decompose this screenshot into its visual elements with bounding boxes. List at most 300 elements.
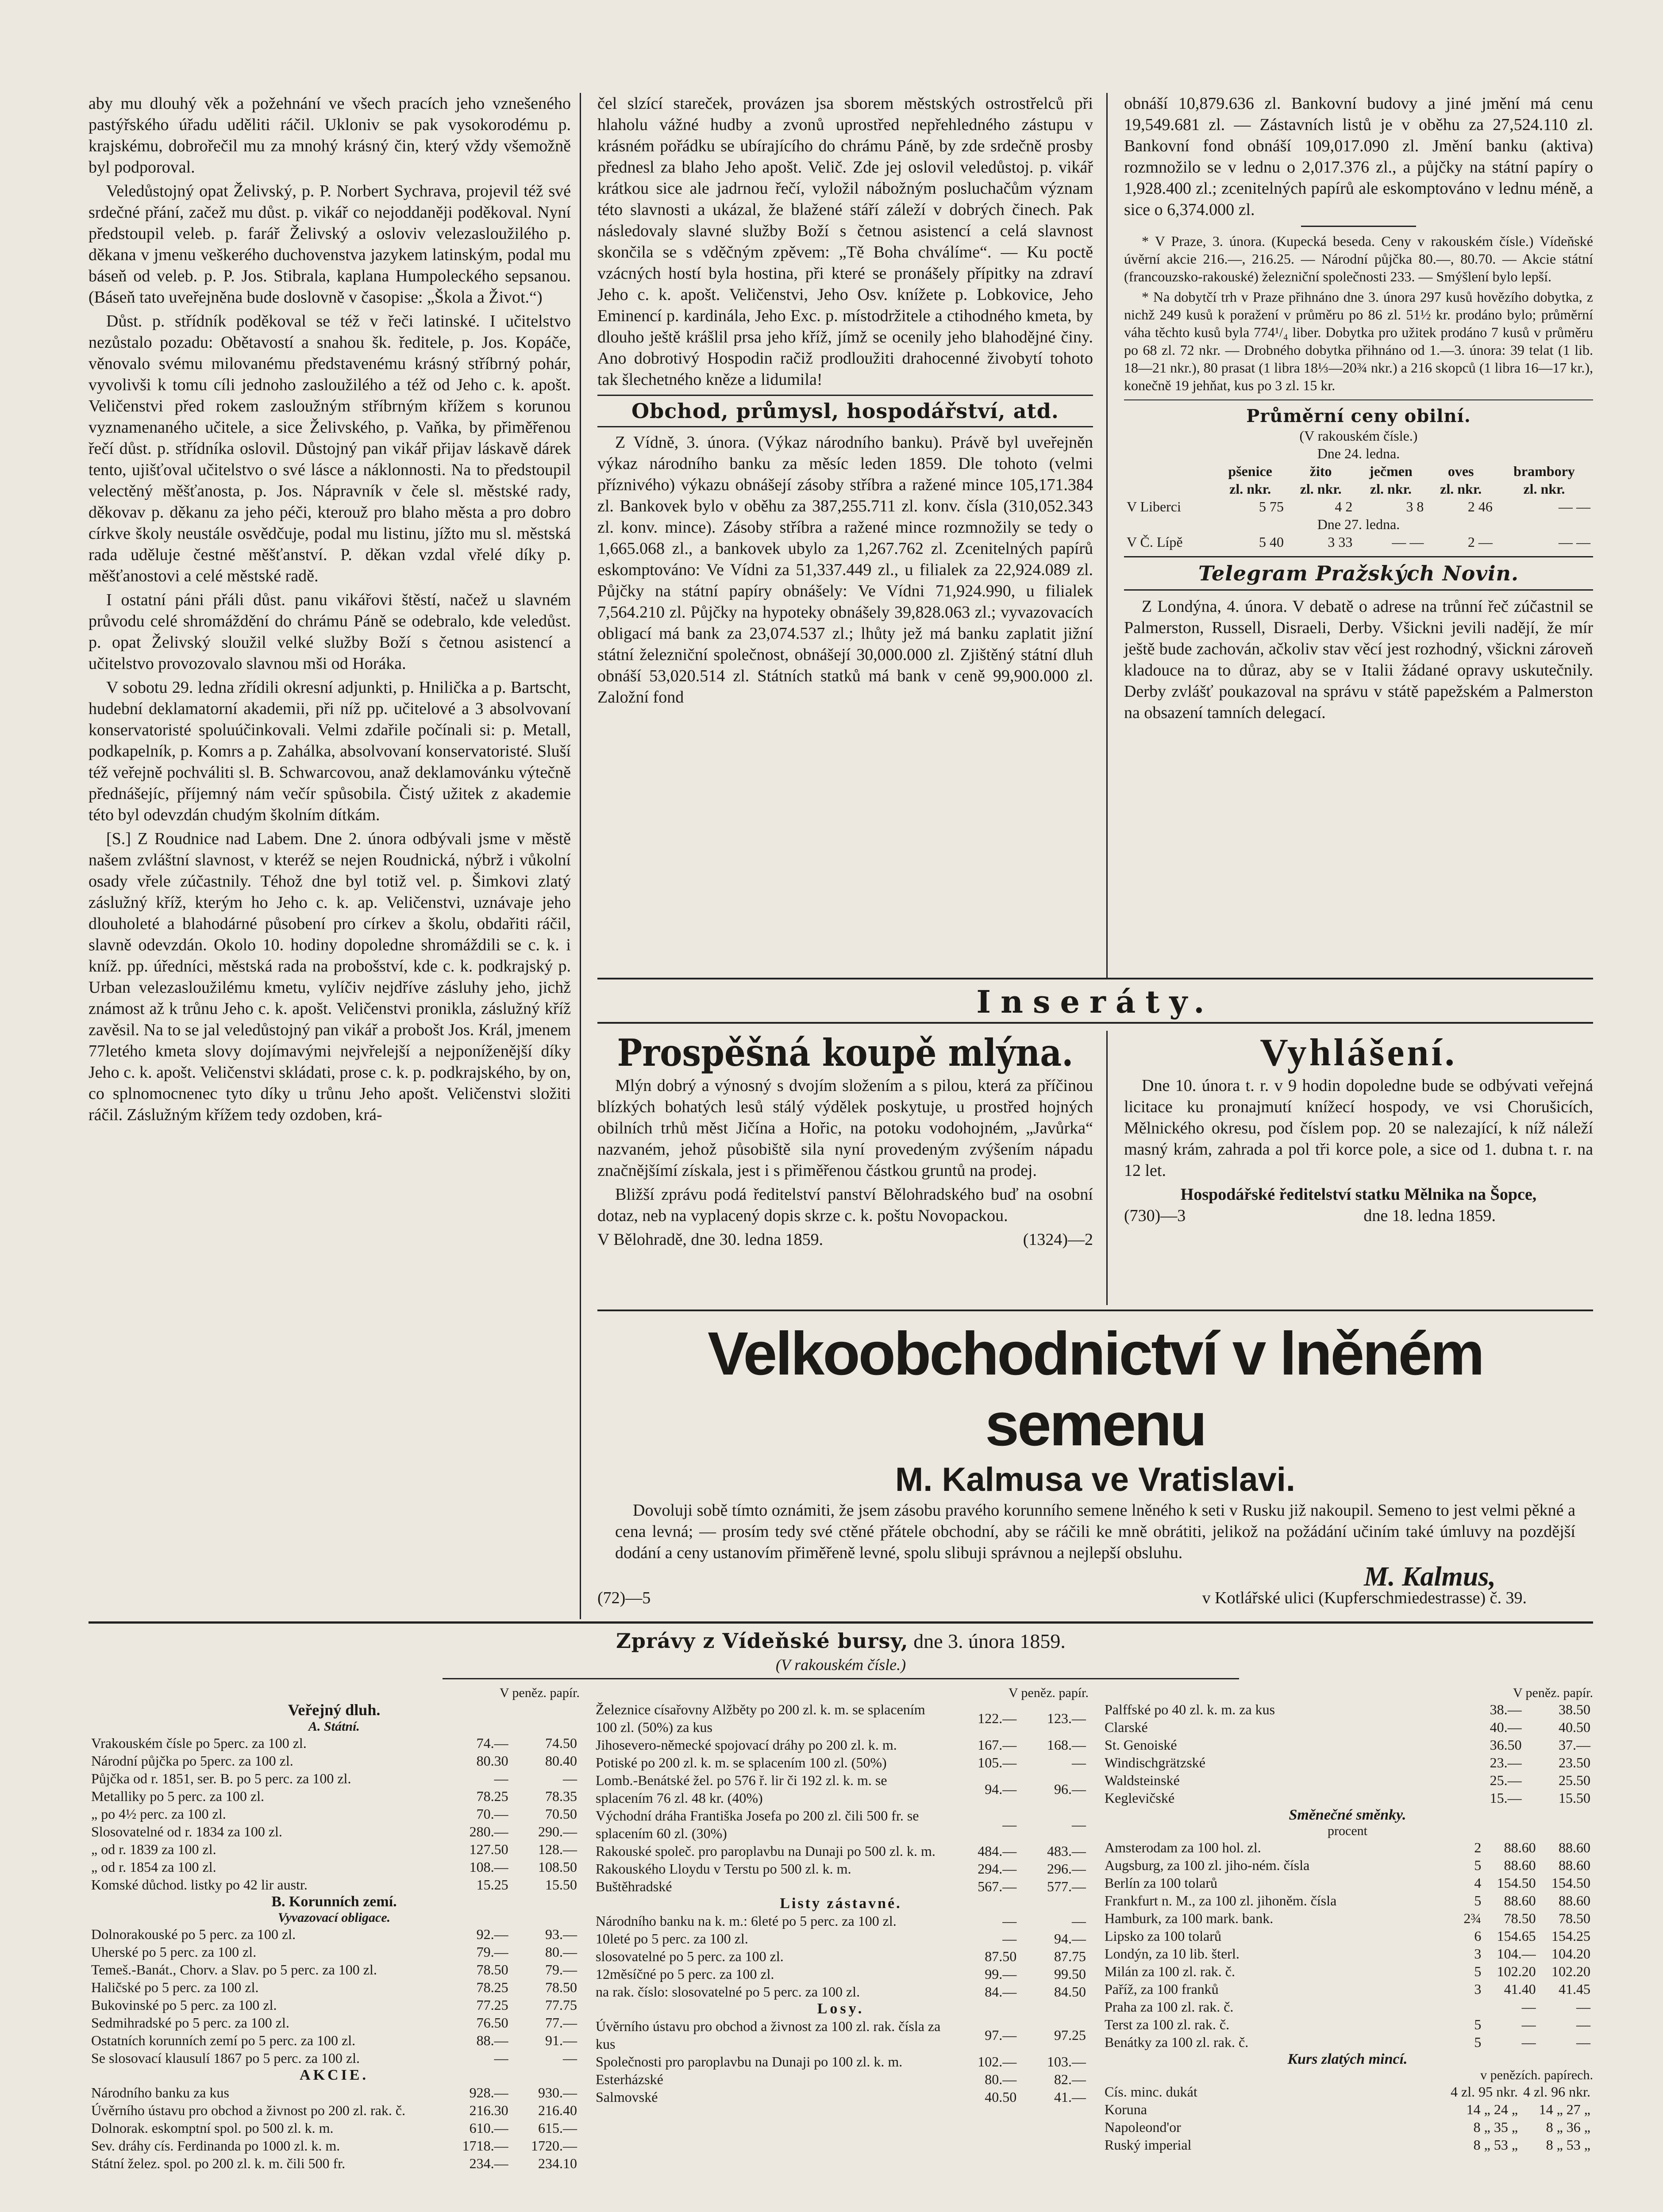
security-name: Clarské (1105, 1719, 1148, 1735)
ad-flax-seed (597, 1318, 1593, 1609)
price-value (1455, 1998, 1484, 2016)
security-name: Společnosti pro paroplavbu na Dunaji po 100 zl. k. m. (596, 2054, 903, 2070)
price-value: 108.50 (538, 1859, 577, 1875)
grain-value: 3 33 (1328, 534, 1353, 550)
table-row (1102, 1874, 1593, 1892)
price-value: 37.— (1559, 1737, 1590, 1753)
paragraph: Důst. p. střídník poděkoval se též v řeči latinské. I učitelstvo nezůstalo pozadu: Obětavostí a snahou šk. ředitele, p. Jos. Kopáče, věnovalo svému milovanému představenému krásný stříbrný pohár, vyvolivši k tomu cíli jednoho zasloužilého a též od Jeho c. k. apošt. Veličenstvi před rokem zasloužným stříbrným křížem s korunou vyznamenaného učitele, a sice Želivského, p. Vaňka, by přiměřenou řečí důst. p. střídníka oslovil. Důstojný pan vikář přijav láskavě dárek tento, ujišťoval učitelstvo o své lásce a náklonnosti. Na to předstoupil velectěný měšťanosta, p. Jos. Nápravník v čele sl. městské rady, děkovav p. děkanu za jeho péči, kterouž pro blaho města a pro dobro církve školy neustále osvědčuje, podal mu listinu, jížto mu sl. městská rada uděluje čestné měšťanství. P. děkan vzdal vřelé díky p. měšťanostovi a celé městské radě. (89, 312, 571, 585)
security-name: Esterházské (596, 2071, 663, 2087)
grain-value: — — (1559, 499, 1590, 515)
price-value: 88.60 (1504, 1893, 1536, 1909)
price-value: 41.45 (1559, 1981, 1590, 1997)
table-row (1102, 2083, 1593, 2101)
security-name: Cís. minc. dukát (1105, 2084, 1197, 2100)
price-value: 610.— (469, 2120, 508, 2136)
table-row (1102, 1718, 1593, 1736)
price-value: 102.20 (1551, 1963, 1590, 1979)
security-name: Uherské po 5 perc. za 100 zl. (91, 1944, 257, 1960)
security-name: Keglevičské (1105, 1790, 1175, 1806)
price-value: 87.50 (985, 1948, 1017, 1964)
price-value: — (563, 2050, 577, 2066)
grain-place: V Č. Lípě (1127, 534, 1183, 550)
price-value: — (1521, 2034, 1536, 2050)
table-row (593, 1930, 1089, 1947)
grain-prices-title: Průměrní ceny obilní. (1246, 406, 1471, 426)
ad-mill-sale (597, 1031, 1093, 1250)
inserat-header: Inseráty. (976, 983, 1214, 1020)
table-row (1102, 2101, 1593, 2118)
column-divider (580, 93, 581, 1619)
price-value: 294.— (978, 1861, 1017, 1877)
price-value: 38.— (1490, 1701, 1522, 1717)
table-row (89, 1840, 580, 1858)
price-value: 5 (1474, 2016, 1482, 2032)
ad-text: Dne 10. února t. r. v 9 hodin dopoledne bude se odbývati veřejná licitace ku pronajmutí knížecí hospody, ve vsi Chorušicích, Mělnického okresu, pod číslem pop. 20 se nalezající, k níž náleží masný krám, zahrada a pol tři korce pole, a sice od 1. dubna t. r. na 12 let. (1124, 1076, 1593, 1180)
price-value: 88.60 (1559, 1839, 1590, 1855)
price-value: 41.40 (1504, 1981, 1536, 1997)
price-value: 567.— (978, 1878, 1017, 1894)
security-name: Waldsteinské (1105, 1772, 1180, 1788)
price-value: 78.50 (545, 1979, 577, 1995)
price-value: 78.25 (476, 1788, 508, 1804)
price-value: 88.— (476, 2032, 508, 2048)
table-row (89, 2101, 580, 2119)
price-value: 280.— (469, 1824, 508, 1839)
security-name: „ od r. 1854 za 100 zl. (91, 1859, 216, 1875)
price-value: 82.— (1054, 2071, 1086, 2087)
price-value: — (1072, 1755, 1086, 1770)
security-name: Berlín za 100 tolarů (1105, 1875, 1218, 1891)
security-name: Železnice císařovny Alžběty po 200 zl. k. m. se splacením 100 zl. (50%) za kus (596, 1701, 925, 1735)
paragraph: I ostatní páni přáli důst. panu vikářovi štěstí, načež u slavném průvodu celé shromáždění do chrámu Páně se odebralo, kde veledůst. p. opat Želivský sloužil velké služby Boží s četnou asistencí a učitelstvo provozovalo slavnou mši od Horáka. (89, 591, 571, 673)
table-row (593, 1947, 1089, 1965)
price-value: 15.25 (476, 1877, 508, 1893)
price-value: 5 (1474, 1857, 1482, 1873)
price-value: 78.50 (476, 1962, 508, 1978)
grain-value: 5 40 (1259, 534, 1284, 550)
price-value: — (1576, 2016, 1590, 2032)
price-value: 290.— (538, 1824, 577, 1839)
price-value: — (1002, 1913, 1017, 1929)
security-name: Rakouského Lloydu v Terstu po 500 zl. k. m. (596, 1861, 851, 1877)
table-row (89, 1805, 580, 1823)
security-name: Lomb.-Benátské žel. po 576 ř. lir či 192 zl. k. m. se splacením 76 zl. 48 kr. (40%) (596, 1772, 887, 1806)
price-value: 3 (1474, 1946, 1482, 1962)
table-row (1102, 1701, 1593, 1718)
table-row (593, 2070, 1089, 2088)
security-name: Benátky za 100 zl. rak. č. (1105, 2034, 1249, 2050)
market-report: * V Praze, 3. února. (Kupecká beseda. Ceny v rakouském čísle.) Vídeňské úvěrní akcie 216.—, 216.25. — Národní půjčka 80.—, 80.70. — Akcie státní (francouzsko-rakouské) železniční společnosti 233. — Smýšlení bylo lepší. (1124, 233, 1593, 284)
ad-text: Bližší zprávu podá ředitelství panství Bělohradského buď na osobní dotaz, neb na vyplacený dopis skrze c. k. poštu Novopackou. (597, 1185, 1093, 1225)
price-value: 5 (1474, 1893, 1482, 1909)
price-value: 79.— (476, 1944, 508, 1960)
security-name: Půjčka od r. 1851, ser. B. po 5 perc. za 100 zl. (91, 1770, 351, 1786)
price-value: 104.20 (1551, 1946, 1590, 1962)
table-row (89, 2154, 580, 2172)
section-rule (597, 395, 1093, 396)
price-value: 8 „ 53 „ (1473, 2137, 1518, 2153)
price-value: 14 „ 27 „ (1539, 2101, 1590, 2117)
paragraph: čel slzící stareček, provázen jsa sborem městských ostrostřelců při hlaholu vážné hudby a zvonů uprostřed nepřehledného zástupu v krásném pořádku se ubírajícího do chrámu Páně, by zde srdečně prosby přednesl za blaho Jeho apošt. Velič. Zde jej oslovil veledůstoj. p. vikář krátkou sice ale jadrnou řečí, vyložil nábožným posluchačům význam této slavnosti a ukázal, že blažené stáří záleží v dobrých činech. Pak následovaly slavné služby Boží s četnou asistencí a celá slavnost skončila se s vděčným zpěvem: „Tě Boha chválíme“. — Ku poctě vzácných hostí byla hostina, při které se pronášely přípitky na zdraví Jeho c. k. apošt. Veličenstvi, Jeho Osv. knížete p. Lobkovice, Jeho Eminencí p. kardinála, Jeho Exc. p. místodržitele a ctihodného kmeta, by dlouho ještě krášlil prsa jeho kříž, jímž se ocenily jeho blahodějné činy. Ano dobrotivý Hospodin račiž prodloužiti drahocenné živobytí tohoto tak šlechetného kněze a lidumila! (597, 94, 1093, 389)
paragraph: obnáší 10,879.636 zl. Bankovní budovy a jiné jmění má cenu 19,549.681 zl. — Zástavních listů je v oběhu za 27,524.110 zl. Bankovní fond obnáší 109,017.090 zl. Jmění banku (aktiva) rozmnožilo se v lednu o 2,017.376 zl., a půjčky na státní papíry o 1,928.400 zl.; zcenitelných papírů ale eskomptováno v lednu méně, a sice o 6,374.000 zl. (1124, 94, 1593, 219)
table-row (89, 1943, 580, 1961)
price-value: 41.— (1054, 2089, 1086, 2105)
security-name: Bukovinské po 5 perc. za 100 zl. (91, 1997, 277, 2013)
price-value: 216.40 (538, 2102, 577, 2118)
table-row (593, 2088, 1089, 2106)
security-name: Se slosovací klausulí 1867 po 5 perc. za 100 zl. (91, 2050, 360, 2066)
security-name: Dolnorakouské po 5 perc. za 100 zl. (91, 1926, 296, 1942)
price-value: 84.— (985, 1984, 1017, 2000)
price-value: 483.— (1047, 1843, 1086, 1859)
price-value: 40.50 (1559, 1719, 1590, 1735)
table-row (1102, 1856, 1593, 1874)
price-value: 122.— (978, 1710, 1017, 1726)
price-value: 8 „ 36 „ (1546, 2119, 1590, 2135)
price-value: 94.— (985, 1781, 1017, 1797)
section-rule (1301, 226, 1416, 227)
price-value: 154.65 (1497, 1928, 1536, 1944)
price-value: 40.— (1490, 1719, 1522, 1735)
price-value: 14 „ 24 „ (1466, 2101, 1518, 2117)
price-value: 92.— (476, 1926, 508, 1942)
column-divider (1106, 93, 1108, 978)
table-row (89, 1876, 580, 1893)
section-rule (443, 1678, 1239, 1679)
price-value: 123.— (1047, 1710, 1086, 1726)
table-row (593, 1736, 1089, 1754)
price-value: 77.25 (476, 1997, 508, 2013)
column-divider (1106, 1031, 1108, 1305)
price-value: 296.— (1047, 1861, 1086, 1877)
security-name: Buštěhradské (596, 1878, 672, 1894)
bourse-left (89, 1686, 580, 2172)
price-value: — (494, 1770, 508, 1786)
grain-place: V Liberci (1127, 499, 1181, 515)
grain-prices-subtitle: (V rakouském čísle.) (1299, 428, 1418, 444)
ad-title: Prospěšná koupě mlýna. (617, 1031, 1074, 1075)
price-value: 154.25 (1551, 1928, 1590, 1944)
price-value: 77.— (545, 2015, 577, 2031)
bourse-block-sub: Vyvazovací obligace. (277, 1910, 391, 1925)
price-value: 97.25 (1054, 2027, 1086, 2043)
bourse-block-title: Veřejný dluh. (288, 1701, 381, 1719)
bourse-block-title: Listy zástavné. (780, 1895, 902, 1912)
price-value: 88.60 (1504, 1857, 1536, 1873)
table-row (1102, 1998, 1593, 2016)
section-rule (1124, 556, 1593, 557)
bourse-col-header: V peněz. papír. (1513, 1686, 1593, 1700)
price-value: 2¾ (1463, 1910, 1482, 1926)
price-value: — (1072, 1816, 1086, 1832)
grain-date: Dne 27. ledna. (1317, 516, 1400, 532)
table-row (593, 1860, 1089, 1878)
table-row (89, 2119, 580, 2137)
security-name: Rakouské společ. pro paroplavbu na Dunaji po 500 zl. k. m. (596, 1843, 935, 1859)
price-value: 25.50 (1559, 1772, 1590, 1788)
price-value: 70.— (476, 1806, 508, 1822)
bourse-block-sub: A. Státní. (308, 1719, 360, 1734)
table-row (593, 1983, 1089, 2001)
price-value: 25.— (1490, 1772, 1522, 1788)
article-column-2 (597, 93, 1093, 710)
price-value: — (1576, 1999, 1590, 2015)
security-name: Komské důchod. listky po 42 lir austr. (91, 1877, 308, 1893)
bourse-block-title: Kurs zlatých mincí. (1287, 2051, 1408, 2067)
security-name: Potiské po 200 zl. k. m. se splacením 100 zl. (50%) (596, 1755, 887, 1770)
table-row (89, 1996, 580, 2014)
price-value: 154.50 (1497, 1875, 1536, 1891)
table-row (89, 1978, 580, 1996)
price-value: 128.— (538, 1841, 577, 1857)
price-value: 80.— (545, 1944, 577, 1960)
security-name: 12měsíčné po 5 perc. za 100 zl. (596, 1966, 774, 1982)
security-name: Úvěrního ústavu pro obchod a živnost po 200 zl. rak. č. (91, 2102, 406, 2118)
table-row (89, 1961, 580, 1978)
bourse-table (1102, 2083, 1593, 2154)
price-value: 127.50 (469, 1841, 508, 1857)
ad-border (597, 1310, 1593, 1311)
price-value: 1718.— (462, 2138, 508, 2154)
grain-value: 2 — (1467, 534, 1493, 550)
section-rule (1124, 589, 1593, 591)
grain-col: oves (1447, 463, 1474, 479)
security-name: Východní dráha Františka Josefa po 200 zl. čili 500 fr. se splacením 60 zl. (30%) (596, 1808, 919, 1841)
inserat-rule (597, 1022, 1593, 1024)
security-name: Salmovské (596, 2089, 658, 2105)
price-value: 94.— (1054, 1931, 1086, 1947)
ad-title: Velkoobchodnictví v lněném semenu (708, 1320, 1483, 1459)
security-name: Napoleond'or (1105, 2119, 1181, 2135)
price-value: 8 „ 53 „ (1546, 2137, 1590, 2153)
price-value: — (1002, 1931, 1017, 1947)
price-value: 80.— (985, 2071, 1017, 2087)
security-name: Sev. dráhy cís. Ferdinanda po 1000 zl. k. m. (91, 2138, 340, 2154)
security-name: Milán za 100 zl. rak. č. (1105, 1963, 1235, 1979)
bourse-table (1102, 1839, 1593, 2051)
table-row (593, 1965, 1089, 1983)
price-value: 930.— (538, 2085, 577, 2101)
security-name: „ od r. 1839 za 100 zl. (91, 1841, 216, 1857)
price-value: 74.— (476, 1735, 508, 1751)
table-row (89, 1752, 580, 1770)
table-row (89, 1858, 580, 1876)
security-name: Koruna (1105, 2101, 1147, 2117)
grain-value: — — (1559, 534, 1590, 550)
price-value: 5 (1474, 1963, 1482, 1979)
table-row (1102, 1945, 1593, 1962)
table-row (593, 1701, 1089, 1736)
paragraph: V sobotu 29. ledna zřídili okresní adjunkti, p. Hnilička a p. Bartscht, hudební deklamatorní akademii, při níž pp. učitelové a 3 absolvovaní konservatoristé spoluúčinkovali. Velmi zdařile počínali si: p. Metall, podkapelník, p. Komrs a p. Zahálka, absolvovaní konservatoristé. Sluší též veřejně pochváliti sl. B. Schwarcovou, anaž deklamovánku výtečně přednášejíc, příjemný nám večír spůsobila. Čistý užitek z akademie této byl odevzdán chudým školním dítkám. (89, 678, 571, 824)
bourse-date: dne 3. února 1859. (913, 1630, 1066, 1652)
bourse-middle (593, 1686, 1089, 2106)
price-value: 88.60 (1504, 1839, 1536, 1855)
bourse-right (1102, 1686, 1593, 2154)
article-column-1 (89, 93, 571, 1128)
price-value: 40.50 (985, 2089, 1017, 2105)
grain-col: ječmen (1369, 463, 1413, 479)
security-name: Hamburk, za 100 mark. bank. (1105, 1910, 1274, 1926)
price-value: 103.— (1047, 2054, 1086, 2070)
table-row (89, 1734, 580, 1752)
price-value: 4 (1474, 1875, 1482, 1891)
table-row (1102, 1736, 1593, 1754)
security-name: Amsterodam za 100 hol. zl. (1105, 1839, 1261, 1855)
price-value: 99.50 (1054, 1966, 1086, 1982)
security-name: Vrakouském čísle po 5perc. za 100 zl. (91, 1735, 307, 1751)
grain-unit: zl. nkr. (1229, 481, 1271, 497)
table-row (1102, 1892, 1593, 1909)
security-name: Dolnorak. eskomptní spol. po 500 zl. k. m. (91, 2120, 334, 2136)
price-value: 168.— (1047, 1737, 1086, 1753)
price-value: 88.60 (1559, 1857, 1590, 1873)
spacer (1124, 462, 1214, 480)
price-value: 6 (1474, 1928, 1482, 1944)
inserat-rule (597, 978, 1593, 979)
grain-value: 3 8 (1406, 499, 1424, 515)
price-value: 79.— (545, 1962, 577, 1978)
section-rule (597, 426, 1093, 427)
price-value: 74.50 (545, 1735, 577, 1751)
price-value: 5 (1474, 2034, 1482, 2050)
paragraph: Veledůstojný opat Želivský, p. P. Norbert Sychrava, projevil též své srdečné přání, začež mu důst. p. vikář co nejoddaněji poděkoval. Nyní předstoupil veleb. p. farář Želivský a osloviv velezasloužilého p. děkana v jmenu veškerého duchovenstva jazykem latinským, podal mu báseň od veleb. p. P. Jos. Stibrala, kaplana Humpoleckého sepsanou. (Báseň tato uveřejněna bude doslovně v časopise: „Škola a Život.“) (89, 182, 571, 307)
price-value: 77.75 (545, 1997, 577, 2013)
security-name: Národního banku na k. m.: 6leté po 5 perc. za 100 zl. (596, 1913, 897, 1929)
security-name: Palffské po 40 zl. k. m. za kus (1105, 1701, 1275, 1717)
security-name: Londýn, za 10 lib. šterl. (1105, 1946, 1240, 1962)
price-value: 84.50 (1054, 1984, 1086, 2000)
security-name: slosovatelné po 5 perc. za 100 zl. (596, 1948, 784, 1964)
bourse-col-header: V peněz. papír. (1008, 1686, 1089, 1700)
price-value: 3 (1474, 1981, 1482, 1997)
price-value: 154.50 (1551, 1875, 1590, 1891)
table-row (593, 1878, 1089, 1895)
price-value: 484.— (978, 1843, 1017, 1859)
table-row (1102, 2033, 1593, 2051)
cattle-market-report: * Na dobytčí trh v Praze přihnáno dne 3. února 297 kusů hovězího dobytka, z nichž 249 kusů k poražení v průměru po 86 zl. 51½ kr. prodáno bylo; průměrní váha těchto kusů byla 774¹/₄ liber. Dobytka pro užitek prodáno 7 kusů v průměru po 68 zl. 72 nkr. — Drobného dobytka přihnáno od 1.—3. února: 39 telat (1 lib. 18—21 nkr.), 80 prasat (1 libra 18⅓—20¾ nkr.) a 216 skopců (1 libra 16—17 kr.), konečně 19 jehňat, kus po 3 zl. 15 kr. (1124, 289, 1593, 393)
price-value: 76.50 (476, 2015, 508, 2031)
price-value: 97.— (985, 2027, 1017, 2043)
price-value: — (494, 2050, 508, 2066)
ad-code: (1324)—2 (1023, 1230, 1093, 1249)
security-name: Temeš.-Banát., Chorv. a Slav. po 5 perc. za 100 zl. (91, 1962, 377, 1978)
security-name: 10leté po 5 perc. za 100 zl. (596, 1931, 748, 1947)
ad-text: Mlýn dobrý a výnosný s dvojím složením a s pilou, která za příčinou blízkých bohatých lesů stálý výdělek poskytuje, u prostřed hojných obilních trhů měst Jičína a Hořic, na potoku vodohojném, „Javůrka“ nazvaném, jehož působiště sila nyní provedeným zvýšením nápadu značnějšímí získala, jest i s přiměřenou částkou gruntů na prodej. (597, 1076, 1093, 1180)
table-row (593, 1807, 1089, 1842)
table-row (1102, 1754, 1593, 1771)
price-value: 615.— (538, 2120, 577, 2136)
bourse-table (1102, 1701, 1593, 1807)
bourse-table (593, 1912, 1089, 2001)
table-row (89, 1770, 580, 1787)
section-rule (89, 1621, 1593, 1624)
paragraph: Z Vídně, 3. února. (Výkaz národního banku). Právě byl uveřejněn výkaz národního banku za měsíc leden 1859. Dle tohoto (velmi příznivého) výkazu obnášejí zásoby stříbra a ražené mince 105,171.384 zl. Bankovek bylo v oběhu za 387,255.711 zl. konv. čísla (310,052.343 zl. konv. mince). Zásoby stříbra a ražené mince rozmnožily se tedy o 1,665.068 zl., a bankovek ubylo za 1,267.762 zl. Zcenitelných papírů eskomptováno: Ve Vídni za 51,337.449 zl., u filialek za 22,924.089 zl. Půjčky na státní papíry obnášely: Ve Vídni 71,924.990, u filialek 7,564.210 zl. Půjčky na hypoteky obnášely 39,828.063 zl.; vyvazovacích obligací má bank za 23,074.537 zl.; lhůty jež má banku zaplatit jižní státní železniční společnost, obnášejí 30,000.000 zl. Zjištěný státní dluh obnáší 53,020.514 zl. Státních statků má bank v ceně 99,900.000 zl. Založní fond (597, 433, 1093, 707)
price-value: 928.— (469, 2085, 508, 2101)
article-column-3 (1124, 93, 1593, 726)
price-value: — (1521, 2016, 1536, 2032)
paragraph: aby mu dlouhý věk a požehnání ve všech pracích jeho vznešeného pastýřského úřadu uděliti ráčil. Ukloniv se pak vysokorodému p. krajskému, dobrořečil mu za mnohý krásný čin, který vždy všemožně byl podporoval. (89, 94, 571, 177)
grain-date: Dne 24. ledna. (1317, 445, 1400, 461)
price-value: 87.75 (1054, 1948, 1086, 1964)
telegram-text: Z Londýna, 4. února. V debatě o adrese na trůnní řeč zúčastnil se Palmerston, Russell, Disraeli, Derby. Všickni jevili nadějí, že mír ještě bude zachován, ačkoliv stav věcí jest rozhodný, všickni zároveň kladouce na to důraz, aby se v Italii žádané opravy uskutečnily. Derby zvlášť poukazoval na správu v státě papežském a Palmerston na obsazení tamních delegací. (1124, 597, 1593, 722)
table-row (593, 1912, 1089, 1930)
table-row (89, 2014, 580, 2032)
grain-prices-table (1124, 462, 1593, 551)
grain-value: — — (1392, 534, 1424, 550)
ad-signature: M. Kalmus, (1363, 1562, 1496, 1592)
table-row (1102, 1909, 1593, 1927)
bourse-subtitle: (V rakouském čísle.) (775, 1656, 906, 1674)
price-value: 96.— (1054, 1781, 1086, 1797)
price-value: 78.50 (1559, 1910, 1590, 1926)
price-value: 15.50 (1559, 1790, 1590, 1806)
price-value: 1720.— (531, 2138, 577, 2154)
price-value: 88.60 (1559, 1893, 1590, 1909)
table-row (89, 2049, 580, 2067)
security-name: Windischgrätzské (1105, 1755, 1205, 1770)
price-value: 23.— (1490, 1755, 1522, 1770)
section-rule (1124, 399, 1593, 400)
security-name: Metalliky po 5 perc. za 100 zl. (91, 1788, 264, 1804)
price-value: 23.50 (1559, 1755, 1590, 1770)
price-value: 234.— (469, 2155, 508, 2171)
paragraph: [S.] Z Roudnice nad Labem. Dne 2. února odbývali jsme v městě našem zvláštní slavnost, v kteréž se nejen Roudnická, nýbrž i vůkolní osady vřele zúčastnily. Téhož dne byl totiž vel. p. Šimkovi zlatý záslužný kříž, kterým ho Jeho c. k. ap. Veličenstvi, uznávaje jeho dlouholeté a blahodárné působení pro církev a školu, obdařiti ráčil, slavně odevzdán. Okolo 10. hodiny dopoledne shromáždili se c. k. i kníž. pp. úředníci, městská rada na probošství, kde c. k. podkrajský p. Urban velezasloužilému kmetu, vylíčiv nejdříve zásluhy jeho, jichž známost až k trůnu Jeho c. k. apošt. Veličenstvi pronikla, záslužný kříž zavěsil. Na to se jal veledůstojný pan vikář a probošt Jos. Král, jmenem 77letého kmeta slovy dojímavými nejvřelejší a nejponíženější díky Jeho c. k. apošt. Veličenstvi skládati, prose c. k. p. podkrajského, by on, co splnomocnenec tyto díky u trůnu Jeho apošt. Veličenstvi složiti ráčil. Záslužným křížem tedy ozdoben, krá- (89, 830, 571, 1124)
security-name: „ po 4½ perc. za 100 zl. (91, 1806, 226, 1822)
price-value: 78.25 (476, 1979, 508, 1995)
ad-address: v Kotlářské ulici (Kupferschmiedestrasse) č. 39. (1202, 1589, 1527, 1607)
price-value: 15.— (1490, 1790, 1522, 1806)
table-row (593, 1754, 1089, 1771)
grain-col: pšenice (1228, 463, 1272, 479)
price-value: — (563, 1770, 577, 1786)
security-name: Praha za 100 zl. rak. č. (1105, 1999, 1234, 2015)
price-value: 234.10 (538, 2155, 577, 2171)
price-value: 70.50 (545, 1806, 577, 1822)
price-value: 105.— (978, 1755, 1017, 1770)
price-value: 104.— (1497, 1946, 1536, 1962)
security-name: Lipsko za 100 tolarů (1105, 1928, 1221, 1944)
price-value: 8 „ 35 „ (1473, 2119, 1518, 2135)
grain-unit: zl. nkr. (1300, 481, 1342, 497)
price-value: 80.30 (476, 1753, 508, 1769)
ad-code: (730)—3 (1124, 1206, 1186, 1225)
bourse-table (89, 1734, 580, 1893)
price-value: 99.— (985, 1966, 1017, 1982)
table-row (1102, 1789, 1593, 1807)
price-value: 167.— (978, 1737, 1017, 1753)
price-value: 80.40 (545, 1753, 577, 1769)
table-row (1102, 1962, 1593, 1980)
ad-code: (72)—5 (597, 1589, 651, 1607)
price-value: — (1521, 1999, 1536, 2015)
bourse-block-title: AKCIE. (300, 2067, 369, 2083)
security-name: Paříž, za 100 franků (1105, 1981, 1219, 1997)
bourse-block-title: B. Korunních zemí. (271, 1893, 397, 1910)
table-row (1102, 2136, 1593, 2154)
security-name: St. Genoiské (1105, 1737, 1177, 1753)
security-name: Státní želez. spol. po 200 zl. k. m. čili 500 fr. (91, 2155, 346, 2171)
price-value: — (1072, 1913, 1086, 1929)
table-row (593, 2017, 1089, 2053)
security-name: Sedmihradské po 5 perc. za 100 zl. (91, 2015, 289, 2031)
price-value: 108.— (469, 1859, 508, 1875)
grain-value: 5 75 (1259, 499, 1284, 515)
bourse-block-title: Směnečné směnky. (1289, 1807, 1406, 1823)
ad-text: Dovoluji sobě tímto oznámiti, že jsem zásobu pravého korunního semene lněného k seti v Rusku již nakoupil. Semeno to jest velmi pěkné a cena levná; — prosím tedy své ctěné přátele obchodní, aby se ráčili ke mně obrátiti, jelikož na požádání učiním také úmluvy na pozdější dodání a ceny ustanovím přiměřeně levné, spolu slibuji správnou a nejlepší obsluhu. (615, 1501, 1575, 1562)
table-row (89, 2137, 580, 2154)
spacer (1124, 480, 1214, 498)
table-row (593, 1771, 1089, 1807)
